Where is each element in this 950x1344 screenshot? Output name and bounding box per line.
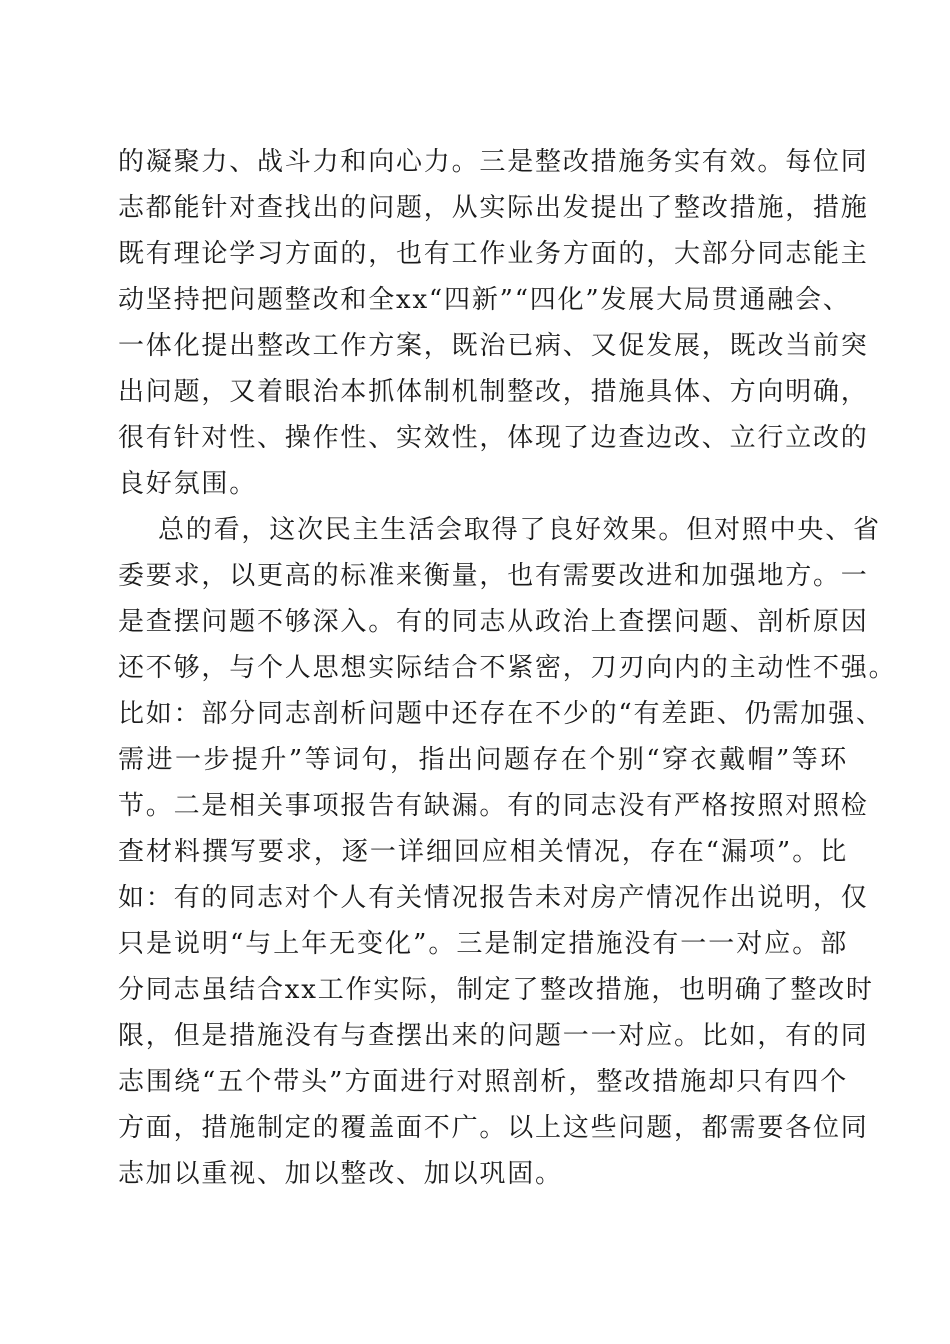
text-line: 的凝聚力、战斗力和向心力。三是整改措施务实有效。每位同 (118, 147, 869, 177)
text-line: 很有针对性、操作性、实效性，体现了边查边改、立行立改的 (118, 423, 869, 453)
paragraph (118, 507, 897, 1197)
text-line: 既有理论学习方面的，也有工作业务方面的，大部分同志能主 (118, 239, 869, 269)
text-line: 委要求，以更高的标准来衡量，也有需要改进和加强地方。一 (118, 561, 869, 591)
text-line: 志都能针对查找出的问题，从实际出发提出了整改措施，措施 (118, 193, 869, 223)
text-line: 是查摆问题不够深入。有的同志从政治上查摆问题、剖析原因 (118, 607, 869, 637)
text-line: 查材料撰写要求，逐一详细回应相关情况，存在“漏项”。比 (118, 837, 848, 867)
text-line: 一体化提出整改工作方案，既治已病、又促发展，既改当前突 (118, 331, 869, 361)
document-body (118, 139, 897, 1197)
text-line: 还不够，与个人思想实际结合不紧密，刀刃向内的主动性不强。 (118, 653, 897, 683)
text-line: 需进一步提升”等词句，指出问题存在个别“穿衣戴帽”等环 (118, 745, 848, 775)
paragraph (118, 139, 869, 507)
text-line: 比如：部分同志剖析问题中还存在不少的“有差距、仍需加强、 (118, 699, 884, 729)
text-line: 方面，措施制定的覆盖面不广。以上这些问题，都需要各位同 (118, 1113, 869, 1143)
text-line: 出问题，又着眼治本抓体制机制整改，措施具体、方向明确， (118, 377, 869, 407)
text-line: 限，但是措施没有与查摆出来的问题一一对应。比如，有的同 (118, 1021, 869, 1051)
text-line: 节。二是相关事项报告有缺漏。有的同志没有严格按照对照检 (118, 791, 869, 821)
text-line: 良好氛围。 (118, 469, 258, 499)
text-line: 志加以重视、加以整改、加以巩固。 (118, 1159, 563, 1189)
text-line: 总的看，这次民主生活会取得了良好效果。但对照中央、省 (158, 515, 881, 545)
text-line: 如：有的同志对个人有关情况报告未对房产情况作出说明，仅 (118, 883, 869, 913)
text-line: 只是说明“与上年无变化”。三是制定措施没有一一对应。部 (118, 929, 848, 959)
text-line: 分同志虽结合xx工作实际，制定了整改措施，也明确了整改时 (118, 975, 874, 1005)
text-line: 动坚持把问题整改和全xx“四新”“四化”发展大局贯通融会、 (118, 285, 851, 315)
text-line: 志围绕“五个带头”方面进行对照剖析，整改措施却只有四个 (118, 1067, 848, 1097)
